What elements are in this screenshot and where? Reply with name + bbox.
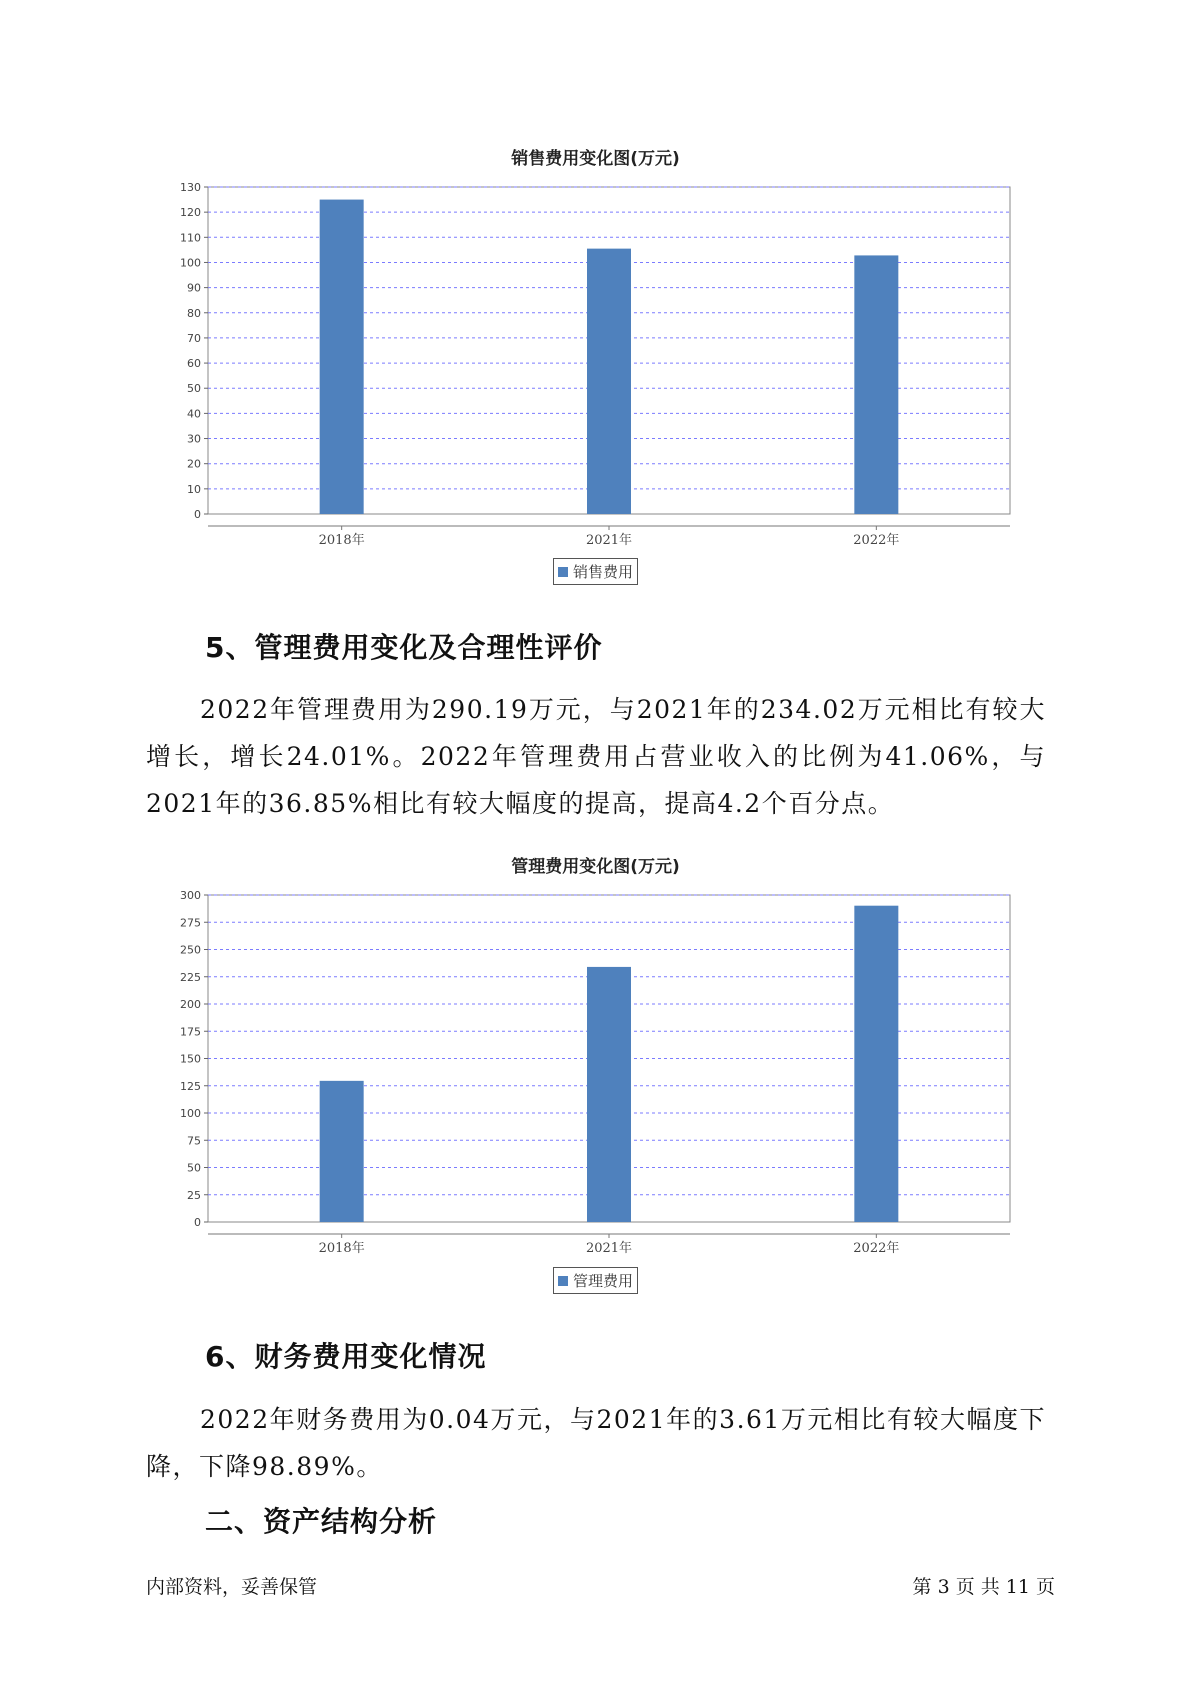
sales-expense-chart [0, 160, 1191, 548]
y-tick-label: 275 [180, 916, 201, 930]
section-6-paragraph: 2022年财务费用为0.04万元，与2021年的3.61万元相比有较大幅度下降，下降98.89%。 [146, 1405, 1046, 1481]
y-tick-label: 75 [187, 1134, 201, 1148]
y-tick-label: 110 [180, 231, 201, 245]
y-tick-label: 0 [194, 1216, 201, 1229]
bar [587, 249, 631, 514]
y-tick-label: 125 [180, 1079, 201, 1093]
legend-admin [553, 1267, 638, 1294]
x-tick-label: 2018年 [318, 1241, 365, 1256]
y-tick-label: 300 [180, 889, 201, 902]
y-tick-label: 175 [180, 1025, 201, 1039]
x-tick-label: 2021年 [585, 533, 633, 548]
y-tick-label: 250 [180, 943, 201, 957]
y-tick-label: 120 [180, 206, 201, 220]
y-tick-label: 70 [187, 331, 201, 345]
y-tick-label: 90 [187, 281, 201, 295]
y-tick-label: 225 [180, 970, 201, 984]
footer-confidential: 内部资料，妥善保管 [146, 1576, 318, 1598]
legend-sales [553, 558, 638, 585]
bar [320, 200, 364, 514]
chart-title-sales: 销售费用变化图(万元) [511, 149, 680, 169]
legend-swatch-icon [558, 567, 568, 577]
chart-title-admin: 管理费用变化图(万元) [511, 857, 680, 877]
admin-expense-chart [0, 868, 1191, 1256]
y-tick-label: 10 [187, 482, 201, 496]
y-tick-label: 100 [180, 1107, 201, 1120]
footer-page-number: 第 3 页 共 11 页 [912, 1576, 1055, 1598]
y-tick-label: 0 [194, 508, 201, 521]
x-tick-label: 2022年 [853, 1241, 900, 1256]
x-tick-label: 2021年 [585, 1241, 633, 1256]
x-tick-label: 2022年 [853, 533, 900, 548]
section-5-paragraph: 2022年管理费用为290.19万元，与2021年的234.02万元相比有较大增长，增长24.01%。2022年管理费用占营业收入的比例为41.06%，与2021年的36.85%相比有较大幅度的提高，提高4.2个百分点。 [146, 695, 1046, 818]
section-6-heading: 6、财务费用变化情况 [205, 1340, 487, 1373]
bar [587, 967, 631, 1222]
y-tick-label: 20 [187, 457, 201, 471]
legend-label-admin: 管理费用 [573, 1272, 634, 1290]
y-tick-label: 30 [187, 432, 201, 446]
bar [320, 1081, 364, 1222]
section-5-heading: 5、管理费用变化及合理性评价 [205, 631, 603, 664]
y-tick-label: 50 [187, 382, 201, 396]
bar [854, 906, 898, 1222]
section-two-heading: 二、资产结构分析 [205, 1505, 438, 1538]
y-tick-label: 50 [187, 1161, 201, 1175]
y-tick-label: 25 [187, 1188, 201, 1202]
bar [854, 255, 898, 514]
y-tick-label: 130 [180, 181, 201, 194]
x-tick-label: 2018年 [318, 533, 365, 548]
y-tick-label: 150 [180, 1052, 201, 1066]
legend-label-sales: 销售费用 [573, 563, 634, 581]
y-tick-label: 60 [187, 357, 201, 371]
y-tick-label: 40 [187, 407, 201, 421]
y-tick-label: 200 [180, 998, 201, 1011]
y-tick-label: 100 [180, 256, 201, 270]
legend-swatch-icon [558, 1276, 568, 1286]
y-tick-label: 80 [187, 306, 201, 320]
